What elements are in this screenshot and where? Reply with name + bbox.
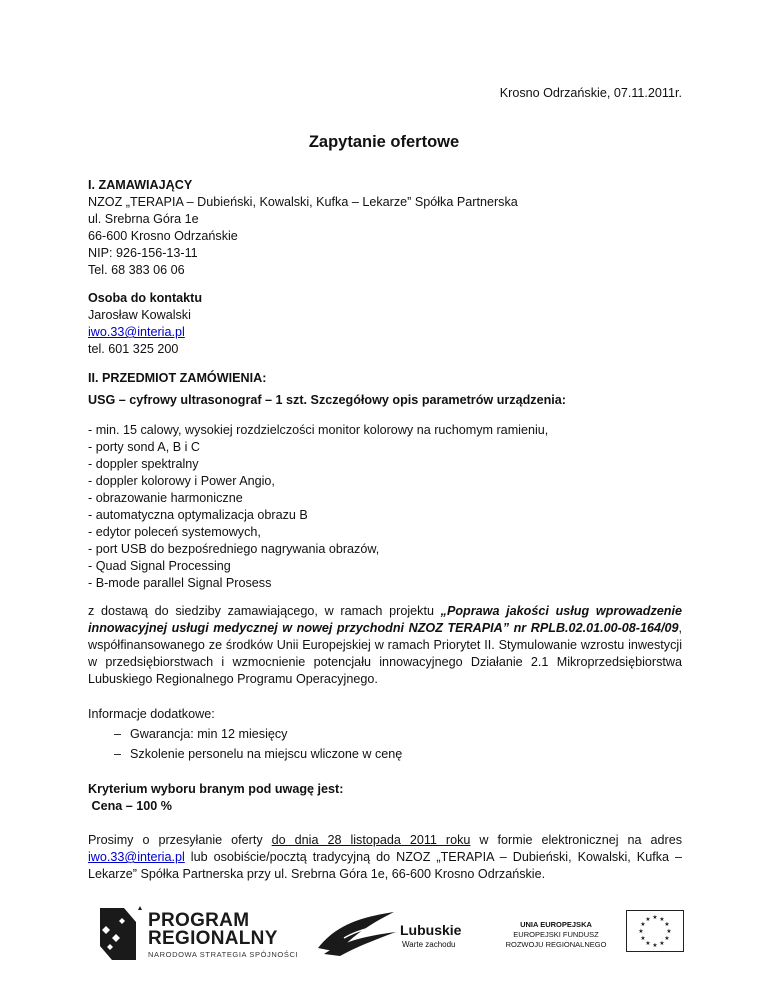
kryterium-value: Cena – 100 % bbox=[88, 799, 173, 813]
place-date: Krosno Odrzańskie, 07.11.2011r. bbox=[499, 86, 682, 100]
svg-text:★: ★ bbox=[645, 916, 651, 923]
svg-text:★: ★ bbox=[645, 940, 651, 947]
parameter-item: - B-mode parallel Signal Prosess bbox=[88, 576, 272, 590]
parameter-item: - min. 15 calowy, wysokiej rozdzielczości monitor kolorowy na ruchomym ramieniu, bbox=[88, 423, 549, 437]
svg-text:★: ★ bbox=[659, 940, 665, 947]
eu-line3: ROZWOJU REGIONALNEGO bbox=[505, 940, 607, 949]
contact-name: Jarosław Kowalski bbox=[88, 308, 191, 322]
offer-deadline: do dnia 28 listopada 2011 roku bbox=[271, 833, 471, 847]
program-regionalny-emblem-icon bbox=[96, 904, 144, 964]
project-rest: , współfinansowanego ze środków Unii Europejskiej w ramach Priorytet II. Stymulowanie wzrostu inwestycji w przedsiębiorstwach i wzmocnienie potencjału innowacyjnego Działanie 2.1 Mikroprzedsiębiorstwa Lubuskiego Regionalnego Programu Operacyjnego. bbox=[88, 621, 682, 686]
dodatkowe-heading: Informacje dodatkowe: bbox=[88, 707, 215, 721]
svg-text:★: ★ bbox=[640, 921, 646, 928]
svg-text:★: ★ bbox=[652, 942, 658, 949]
parameter-item: - Quad Signal Processing bbox=[88, 559, 231, 573]
parameter-item: - obrazowanie harmoniczne bbox=[88, 491, 243, 505]
project-name: „Poprawa jakości usług wprowadzenie innowacyjnej usługi medycznej w nowej przychodni NZOZ TERAPIA” nr RPLB.02.01.00-08-164/09 bbox=[88, 604, 682, 635]
section-dodatkowe bbox=[88, 706, 682, 763]
svg-text:★: ★ bbox=[652, 914, 658, 921]
dodatkowe-list bbox=[88, 726, 682, 763]
parameter-item: - port USB do bezpośredniego nagrywania obrazów, bbox=[88, 542, 380, 556]
kryterium-heading: Kryterium wyboru branym pod uwagę jest: bbox=[88, 782, 344, 796]
przedmiot-subheading-block bbox=[88, 392, 682, 409]
address-line: 66-600 Krosno Odrzańskie bbox=[88, 229, 238, 243]
eu-flag-icon bbox=[626, 910, 684, 952]
parameter-list bbox=[88, 422, 682, 592]
parameter-item: - automatyczna optymalizacja obrazu B bbox=[88, 508, 308, 522]
parameter-item: - edytor poleceń systemowych, bbox=[88, 525, 261, 539]
dodatkowe-item: – Gwarancja: min 12 miesięcy bbox=[88, 726, 682, 743]
eu-line2: EUROPEJSKI FUNDUSZ bbox=[513, 930, 599, 939]
offer-part3: lub osobiście/pocztą tradycyjną do NZOZ „TERAPIA – Dubieński, Kowalski, Kufka – Lekarze” Spółka Partnerska przy ul. Srebrna Góra 1e, 66-600 Krosno Odrzańskie. bbox=[88, 850, 682, 881]
offer-email-link[interactable]: iwo.33@interia.pl bbox=[88, 850, 185, 864]
project-paragraph bbox=[88, 603, 682, 688]
svg-text:★: ★ bbox=[638, 928, 644, 935]
svg-text:★: ★ bbox=[664, 935, 670, 942]
svg-text:★: ★ bbox=[666, 928, 672, 935]
address-line: ul. Srebrna Góra 1e bbox=[88, 212, 199, 226]
svg-text:★: ★ bbox=[659, 916, 665, 923]
section-zamawiajacy bbox=[88, 177, 682, 279]
address-line: NZOZ „TERAPIA – Dubieński, Kowalski, Kufka – Lekarze” Spółka Partnerska bbox=[88, 195, 518, 209]
section-heading: II. PRZEDMIOT ZAMÓWIENIA: bbox=[88, 371, 267, 385]
parameter-item: - doppler spektralny bbox=[88, 457, 199, 471]
offer-paragraph bbox=[88, 832, 682, 883]
project-intro: z dostawą do siedziby zamawiającego, w ramach projektu bbox=[88, 604, 441, 618]
eu-line1: UNIA EUROPEJSKA bbox=[520, 920, 592, 929]
program-line2: REGIONALNY bbox=[148, 928, 278, 949]
contact-email-link[interactable]: iwo.33@interia.pl bbox=[88, 325, 185, 339]
lubuskie-logo bbox=[314, 904, 474, 970]
offer-part2: w formie elektronicznej na adres bbox=[470, 833, 682, 847]
program-line1: PROGRAM bbox=[148, 910, 250, 931]
svg-text:★: ★ bbox=[664, 921, 670, 928]
lubuskie-name: Lubuskie bbox=[400, 922, 462, 938]
parameter-item: - porty sond A, B i C bbox=[88, 440, 200, 454]
section-kontakt bbox=[88, 290, 682, 358]
contact-heading: Osoba do kontaktu bbox=[88, 291, 203, 305]
svg-text:★: ★ bbox=[640, 935, 646, 942]
program-sub: NARODOWA STRATEGIA SPÓJNOŚCI bbox=[148, 950, 299, 959]
przedmiot-subheading: USG – cyfrowy ultrasonograf – 1 szt. Szczegółowy opis parametrów urządzenia: bbox=[88, 393, 566, 407]
section-heading: I. ZAMAWIAJĄCY bbox=[88, 178, 193, 192]
contact-phone: tel. 601 325 200 bbox=[88, 342, 179, 356]
section-przedmiot bbox=[88, 370, 682, 387]
dodatkowe-item: – Szkolenie personelu na miejscu wliczone w cenę bbox=[88, 746, 682, 763]
program-regionalny-logo bbox=[96, 904, 299, 970]
footer-logos bbox=[96, 904, 686, 970]
lubuskie-slogan: Warte zachodu bbox=[402, 940, 456, 949]
address-line: Tel. 68 383 06 06 bbox=[88, 263, 185, 277]
offer-part1: Prosimy o przesyłanie oferty bbox=[88, 833, 272, 847]
lubuskie-wave-icon bbox=[314, 908, 400, 958]
address-line: NIP: 926-156-13-11 bbox=[88, 246, 198, 260]
eu-logo bbox=[494, 904, 686, 970]
parameter-item: - doppler kolorowy i Power Angio, bbox=[88, 474, 275, 488]
document-title: Zapytanie ofertowe bbox=[308, 133, 460, 151]
section-kryterium bbox=[88, 781, 682, 815]
